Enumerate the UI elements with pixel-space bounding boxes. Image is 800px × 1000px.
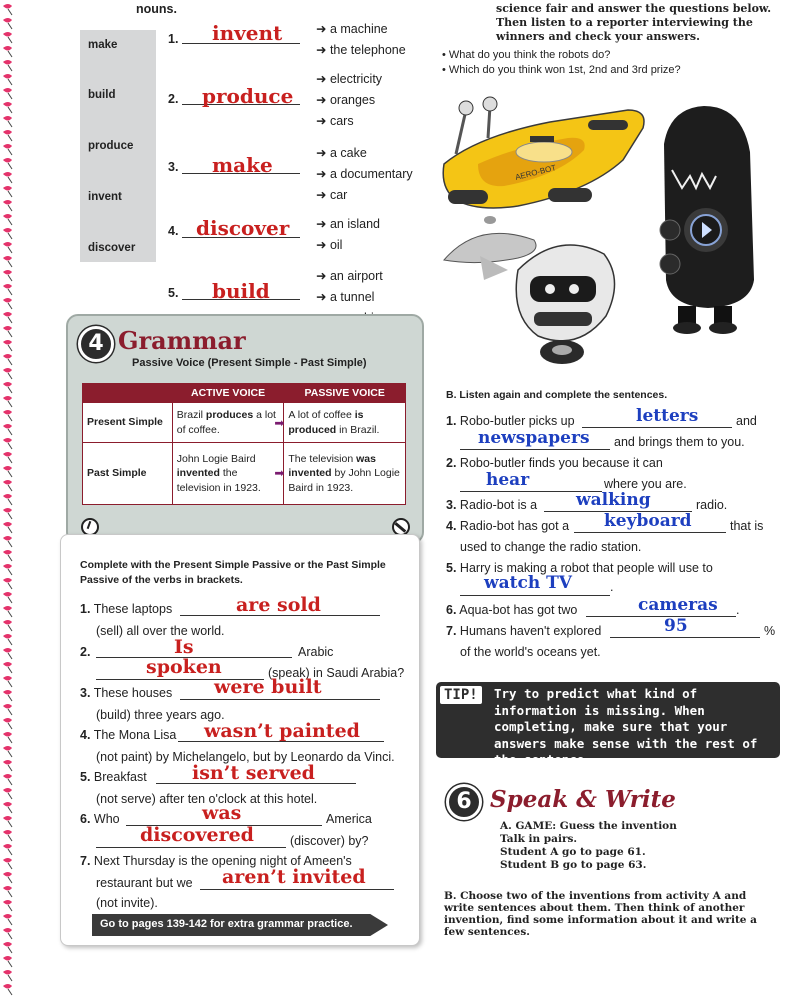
spiral-ring [3,508,12,513]
arrow-icon: ➜ [316,93,330,107]
spiral-ring [3,130,12,135]
spiral-ring [3,186,12,191]
section-number-badge: 6 [446,784,482,820]
spiral-ring [3,298,12,303]
listening-item: 5. Harry is making a robot that people will use to [446,561,713,575]
active-example: John Logie Baird invented the television in 1923. [172,443,284,505]
spiral-ring [3,662,12,667]
spiral-ring [3,760,12,765]
answer-text: 95 [664,616,688,636]
spiral-wire [8,429,12,435]
spiral-wire [8,387,12,393]
active-example: Brazil produces a lot of coffee. [172,403,284,443]
spiral-ring [3,564,12,569]
arrow-icon: ➜ [316,269,330,283]
spiral-wire [8,597,12,603]
spiral-wire [8,485,12,491]
spiral-ring [3,382,12,387]
spiral-wire [8,877,12,883]
listening-line: . [736,603,740,617]
spiral-wire [8,681,12,687]
spiral-wire [8,793,12,799]
spiral-ring [3,354,12,359]
listening-line: used to change the radio station. [460,540,642,554]
arrow-icon: ➜ [316,146,330,160]
spiral-ring [3,88,12,93]
match-item: ➜ the telephone [316,43,406,57]
answer-text: keyboard [604,511,692,531]
spiral-ring [3,410,12,415]
aero-bot-image [443,97,644,208]
spiral-wire [8,975,12,981]
spiral-wire [8,625,12,631]
speak-write-title: Speak & Write [490,786,676,813]
spiral-wire [8,51,12,57]
answer-text: invent [212,21,283,45]
listening-line: radio. [696,498,728,512]
spiral-ring [3,648,12,653]
spiral-wire [8,79,12,85]
exercise-line: America [326,812,372,826]
spiral-ring [3,438,12,443]
exercise-item: 7. Next Thursday is the opening night of Ameen's [80,854,352,868]
arrow-icon: ➡ [274,466,285,480]
spiral-wire [8,65,12,71]
grammar-table [82,383,406,505]
spiral-ring [3,452,12,457]
spiral-binding [0,0,16,1000]
spiral-wire [8,891,12,897]
spiral-wire [8,849,12,855]
arrow-icon: ➜ [316,238,330,252]
exercise-line: (discover) by? [290,834,369,848]
word-make: make [88,39,118,51]
table-row [83,403,406,443]
answer-text: discovered [140,824,254,846]
answer-text: make [212,153,273,177]
spiral-wire [8,695,12,701]
listening-item: 1. Robo-butler picks up [446,414,575,428]
spiral-ring [3,900,12,905]
question-1: • What do you think the robots do? [442,49,611,61]
spiral-wire [8,289,12,295]
spiral-wire [8,359,12,365]
robo-butler-image [444,216,615,364]
match-item: ➜ a cake [316,146,367,160]
spiral-wire [8,177,12,183]
spiral-ring [3,4,12,9]
spiral-ring [3,144,12,149]
spiral-wire [8,415,12,421]
spiral-wire [8,583,12,589]
spiral-wire [8,149,12,155]
spiral-wire [8,219,12,225]
spiral-wire [8,821,12,827]
spiral-ring [3,340,12,345]
word-discover: discover [88,242,136,254]
spiral-wire [8,919,12,925]
answer-text: newspapers [478,428,590,448]
spiral-wire [8,723,12,729]
match-item: ➜ car [316,188,348,202]
spiral-wire [8,401,12,407]
listening-line: that is [730,519,764,533]
answer-text: discover [196,216,290,240]
answer-text: produce [202,84,294,108]
spiral-ring [3,284,12,289]
grammar-title: Grammar [118,326,246,355]
spiral-wire [8,933,12,939]
listening-line: of the world's oceans yet. [460,645,601,659]
match-num: 2. [168,92,179,106]
spiral-wire [8,961,12,967]
arrow-icon: ➜ [316,114,330,128]
exercise-num: 2. [80,645,91,659]
spiral-ring [3,102,12,107]
spiral-ring [3,480,12,485]
passive-example: ➡ The television was invented by John Logie Baird in 1923. [284,443,406,505]
spiral-ring [3,116,12,121]
answer-text: were built [214,676,322,698]
spiral-wire [8,555,12,561]
spiral-wire [8,23,12,29]
listening-item: 3. Radio-bot is a [446,498,538,512]
robots-picture [438,80,778,380]
spiral-wire [8,303,12,309]
spiral-ring [3,494,12,499]
spiral-ring [3,200,12,205]
answer-blank [460,472,602,492]
match-item: ➜ cars [316,114,354,128]
spiral-ring [3,858,12,863]
table-row [83,443,406,505]
spiral-wire [8,499,12,505]
spiral-ring [3,32,12,37]
spiral-ring [3,802,12,807]
grammar-subtitle: Passive Voice (Present Simple - Past Simple) [132,357,367,369]
answer-text: watch TV [484,573,572,593]
spiral-wire [8,205,12,211]
answer-text: hear [486,470,530,490]
spiral-wire [8,9,12,15]
word-box [80,30,156,262]
spiral-wire [8,863,12,869]
answer-text: walking [576,490,651,510]
write-activity-b: B. Choose two of the inventions from activity A and write sentences about them. Then think of another invention, find some information about it and write a few sentences. [444,890,757,938]
exercise-line: (speak) in Saudi Arabia? [268,666,405,680]
spiral-wire [8,233,12,239]
spiral-wire [8,639,12,645]
spiral-ring [3,592,12,597]
word-produce: produce [88,140,134,152]
exercise-line: (not paint) by Michelangelo, but by Leonardo da Vinci. [96,750,395,764]
spiral-ring [3,60,12,65]
spiral-wire [8,947,12,953]
word-invent: invent [88,191,122,203]
spiral-wire [8,905,12,911]
match-num: 4. [168,224,179,238]
spiral-ring [3,578,12,583]
spiral-wire [8,807,12,813]
spiral-wire [8,527,12,533]
spiral-wire [8,331,12,337]
spiral-ring [3,396,12,401]
table-header-empty [83,384,173,403]
spiral-ring [3,914,12,919]
spiral-wire [8,135,12,141]
spiral-ring [3,550,12,555]
spiral-wire [8,611,12,617]
passive-example: ➡ A lot of coffee is produced in Brazil. [284,403,406,443]
spiral-ring [3,718,12,723]
arrow-icon: ➜ [316,188,330,202]
answer-blank [96,638,292,658]
spiral-ring [3,18,12,23]
spiral-wire [8,345,12,351]
spiral-wire [8,989,12,995]
exercise-line: (not invite). [96,896,158,910]
listening-line: and [736,414,757,428]
extra-practice-text: Go to pages 139-142 for extra grammar practice. [100,918,353,930]
robot-questions [442,48,681,78]
spiral-wire [8,121,12,127]
spiral-wire [8,107,12,113]
answer-text: build [212,279,270,303]
arrow-icon: ➜ [316,72,330,86]
table-header-row [83,384,406,403]
speak-activity-a: A. GAME: Guess the invention Talk in pairs. Student A go to page 61. Student B go to page 63. [500,820,677,871]
match-item: ➜ electricity [316,72,383,86]
exercise-line: restaurant but we [96,876,193,890]
table-header-passive: PASSIVE VOICE [284,384,406,403]
exercise-line: (build) three years ago. [96,708,225,722]
spiral-ring [3,690,12,695]
exercise-item: 3. These houses [80,686,173,700]
spiral-ring [3,676,12,681]
spiral-wire [8,513,12,519]
match-num: 5. [168,286,179,300]
spiral-wire [8,541,12,547]
table-header-active: ACTIVE VOICE [172,384,284,403]
match-item: ➜ an airport [316,269,383,283]
spiral-ring [3,844,12,849]
listening-heading: B. Listen again and complete the sentences. [446,389,668,401]
spiral-ring [3,620,12,625]
answer-text: letters [636,406,699,426]
match-num: 3. [168,160,179,174]
spiral-wire [8,751,12,757]
listening-item: 6. Aqua-bot has got two [446,603,578,617]
spiral-wire [8,569,12,575]
listening-line: where you are. [604,477,687,491]
listening-item: 4. Radio-bot has got a [446,519,570,533]
spiral-ring [3,732,12,737]
spiral-wire [8,737,12,743]
radio-bot-image [660,106,754,334]
spiral-ring [3,326,12,331]
spiral-ring [3,312,12,317]
match-item: ➜ an island [316,217,380,231]
spiral-ring [3,928,12,933]
spiral-ring [3,774,12,779]
spiral-ring [3,242,12,247]
arrow-icon: ➡ [274,416,285,430]
spiral-wire [8,37,12,43]
tense-label: Past Simple [83,443,173,505]
spiral-wire [8,653,12,659]
spiral-ring [3,368,12,373]
arrow-icon: ➜ [316,22,330,36]
spiral-ring [3,746,12,751]
arrow-icon: ➜ [316,167,330,181]
tense-label: Present Simple [83,403,173,443]
spiral-ring [3,46,12,51]
spiral-ring [3,956,12,961]
exercise-line: (sell) all over the world. [96,624,225,638]
spiral-ring [3,984,12,989]
match-item: ➜ a machine [316,22,388,36]
spiral-wire [8,93,12,99]
spiral-wire [8,275,12,281]
spiral-ring [3,606,12,611]
spiral-ring [3,788,12,793]
spiral-ring [3,158,12,163]
spiral-ring [3,886,12,891]
answer-text: isn’t served [192,762,315,784]
match-item: ➜ a tunnel [316,290,375,304]
answer-text: are sold [236,594,321,616]
exercise-item: 5. Breakfast [80,770,147,784]
spiral-ring [3,74,12,79]
exercise-item: 6. Who [80,812,120,826]
answer-text: wasn’t painted [204,720,360,742]
spiral-ring [3,228,12,233]
section-number-badge: 4 [78,326,114,362]
spiral-ring [3,522,12,527]
listening-line: . [610,580,614,594]
spiral-ring [3,704,12,709]
spiral-wire [8,191,12,197]
tip-text: Try to predict what kind of information is missing. When completing, make sure that your answers make sense with the rest of the sentence. [494,686,758,767]
listening-item: 2. Robo-butler finds you because it can [446,456,663,470]
spiral-ring [3,536,12,541]
listening-item: 7. Humans haven't explored [446,624,602,638]
spiral-wire [8,163,12,169]
spiral-ring [3,830,12,835]
exercise-instruction: Complete with the Present Simple Passive or the Past Simple Passive of the verbs in brackets. [80,559,386,586]
spiral-wire [8,443,12,449]
spiral-ring [3,172,12,177]
aero-bot-label: AERO-BOT [514,163,558,182]
spiral-ring [3,424,12,429]
spiral-wire [8,835,12,841]
spiral-ring [3,270,12,275]
answer-text: aren’t invited [222,866,366,888]
answer-text: spoken [146,656,222,678]
exercise-item: 4. The Mona Lisa [80,728,177,742]
word-build: build [88,89,116,101]
arrow-icon: ➜ [316,43,330,57]
spiral-wire [8,765,12,771]
match-item: ➜ oranges [316,93,376,107]
spiral-ring [3,970,12,975]
exercise-item: 1. These laptops [80,602,173,616]
question-2: • Which do you think won 1st, 2nd and 3rd prize? [442,64,681,76]
spiral-wire [8,247,12,253]
spiral-ring [3,942,12,947]
spiral-ring [3,466,12,471]
answer-text: was [202,802,242,824]
intro-text-fragment: nouns. [136,2,177,16]
listening-instructions: science fair and answer the questions below. Then listen to a reporter interviewing the winners and check your answers. [496,2,772,43]
spiral-wire [8,709,12,715]
spiral-wire [8,779,12,785]
spiral-ring [3,816,12,821]
spiral-wire [8,471,12,477]
listening-line: and brings them to you. [614,435,745,449]
spiral-ring [3,256,12,261]
spiral-wire [8,457,12,463]
spiral-ring [3,634,12,639]
spiral-wire [8,373,12,379]
exercise-line: Arabic [298,645,334,659]
spiral-wire [8,317,12,323]
spiral-wire [8,667,12,673]
listening-line: % [764,624,776,638]
answer-text: cameras [638,595,718,615]
spiral-wire [8,261,12,267]
exercise-line: (not serve) after ten o'clock at this hotel. [96,792,318,806]
spiral-ring [3,214,12,219]
match-item: ➜ a documentary [316,167,413,181]
match-item: ➜ oil [316,238,343,252]
spiral-ring [3,872,12,877]
answer-text: Is [174,636,194,658]
match-num: 1. [168,32,179,46]
arrow-icon: ➜ [316,290,330,304]
arrow-icon: ➜ [316,217,330,231]
tip-label: TIP! [440,686,482,704]
